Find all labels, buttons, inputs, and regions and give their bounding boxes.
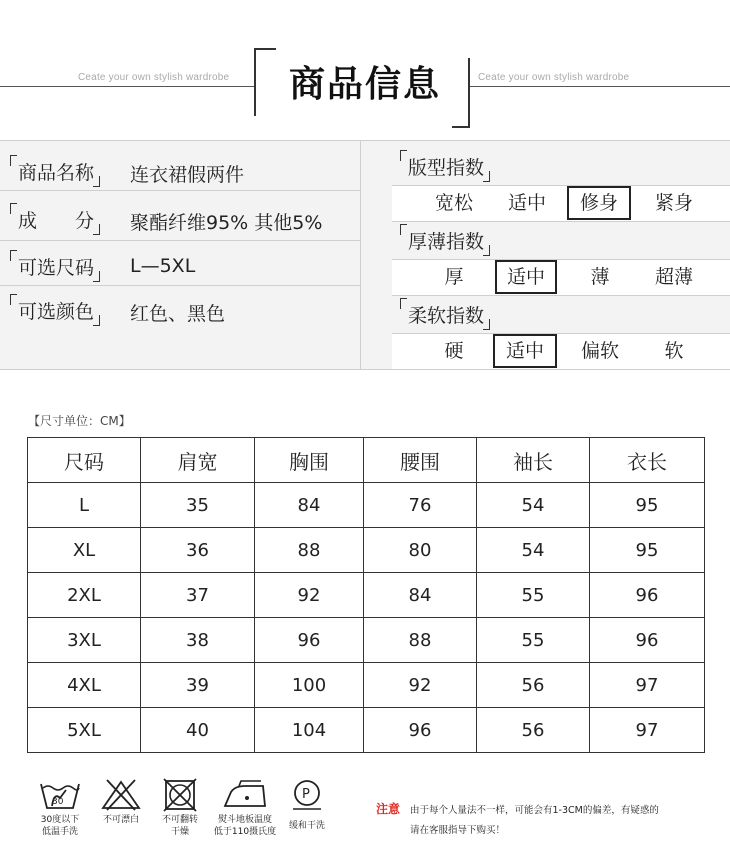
- table-cell: 35: [141, 483, 255, 528]
- column-header: 袖长: [477, 438, 590, 483]
- no-tumble-dry-icon: [158, 778, 202, 812]
- product-info-panel: [0, 140, 730, 370]
- info-divider: [360, 141, 361, 369]
- column-header: 尺码: [28, 438, 141, 483]
- colors-value: 红色、黑色: [130, 303, 226, 325]
- care-item-dry-clean: [272, 778, 342, 832]
- table-cell: 84: [364, 573, 477, 618]
- fit-option-selected: 修身: [567, 186, 631, 220]
- care-label: 缓和干洗: [288, 821, 325, 831]
- header-rule-left: [0, 86, 254, 87]
- table-cell: 104: [255, 708, 364, 753]
- table-cell: 38: [141, 618, 255, 663]
- table-cell: 96: [590, 618, 705, 663]
- table-cell: 97: [590, 663, 705, 708]
- fit-option: 适中: [507, 192, 546, 214]
- table-cell: 2XL: [28, 573, 141, 618]
- product-name-label: 商品名称: [10, 158, 94, 185]
- table-cell: 4XL: [28, 663, 141, 708]
- column-header: 腰围: [364, 438, 477, 483]
- column-header: 衣长: [590, 438, 705, 483]
- care-label: 不可翻转 干燥: [161, 815, 198, 837]
- wash-temp-mark: 30: [52, 797, 64, 807]
- table-cell: 76: [364, 483, 477, 528]
- care-item-no-tumble-dry: [145, 778, 215, 838]
- table-cell: 97: [590, 708, 705, 753]
- table-row: [28, 483, 705, 528]
- softness-option: 偏软: [580, 340, 619, 362]
- column-header: 肩宽: [141, 438, 255, 483]
- table-cell: 54: [477, 528, 590, 573]
- tagline-left: Ceate your own stylish wardrobe: [78, 72, 230, 83]
- thickness-index-label: 厚薄指数: [400, 227, 484, 254]
- row-divider: [0, 285, 360, 286]
- table-cell: 96: [255, 618, 364, 663]
- softness-index-label: 柔软指数: [400, 301, 484, 328]
- table-cell: 36: [141, 528, 255, 573]
- size-table: [27, 437, 705, 753]
- table-cell: 56: [477, 663, 590, 708]
- table-cell: 88: [364, 618, 477, 663]
- care-label: 不可漂白: [102, 815, 139, 825]
- wash-30-icon: [38, 778, 82, 812]
- table-cell: 100: [255, 663, 364, 708]
- table-cell: 56: [477, 708, 590, 753]
- product-name-value: 连衣裙假两件: [130, 164, 245, 186]
- table-cell: 88: [255, 528, 364, 573]
- size-unit-note: 【尺寸单位：CM】: [28, 414, 131, 428]
- table-cell: 96: [590, 573, 705, 618]
- no-bleach-icon: [99, 778, 143, 812]
- row-divider: [392, 221, 730, 222]
- dry-clean-p-icon: [285, 778, 329, 812]
- row-divider: [0, 190, 360, 191]
- row-divider: [392, 295, 730, 296]
- row-divider: [392, 185, 730, 186]
- table-cell: 95: [590, 528, 705, 573]
- softness-option: 软: [664, 340, 684, 362]
- thickness-option: 厚: [444, 266, 464, 288]
- column-header: 胸围: [255, 438, 364, 483]
- note-line: 由于每个人量法不一样，可能会有1-3CM的偏差，有疑惑的: [410, 805, 659, 816]
- thickness-option-selected: 适中: [495, 260, 557, 294]
- table-cell: L: [28, 483, 141, 528]
- tagline-right: Ceate your own stylish wardrobe: [478, 72, 630, 83]
- table-cell: 84: [255, 483, 364, 528]
- sizes-value: L—5XL: [130, 255, 196, 277]
- care-label: 熨斗地板温度 低于110摄氏度: [213, 815, 277, 837]
- note-line: 请在客服指导下购买！: [410, 825, 506, 836]
- table-row: [28, 618, 705, 663]
- fit-index-label: 版型指数: [400, 153, 484, 180]
- table-cell: 5XL: [28, 708, 141, 753]
- header-rule-right: [468, 86, 730, 87]
- fit-option: 宽松: [434, 192, 473, 214]
- row-divider: [0, 240, 360, 241]
- dry-clean-mark: P: [302, 787, 310, 802]
- care-label: 30度以下 低温手洗: [40, 815, 80, 837]
- table-cell: 37: [141, 573, 255, 618]
- table-cell: 80: [364, 528, 477, 573]
- row-divider: [392, 333, 730, 334]
- table-cell: 40: [141, 708, 255, 753]
- table-cell: 55: [477, 573, 590, 618]
- softness-option: 硬: [444, 340, 464, 362]
- sizes-label: 可选尺码: [10, 253, 94, 280]
- row-divider: [392, 259, 730, 260]
- table-header-row: [28, 438, 705, 483]
- colors-label: 可选颜色: [10, 297, 94, 324]
- iron-low-icon: [221, 778, 269, 812]
- table-cell: 55: [477, 618, 590, 663]
- table-cell: 3XL: [28, 618, 141, 663]
- material-value: 聚酯纤维95% 其他5%: [130, 212, 323, 234]
- page-title: 商品信息: [288, 64, 441, 105]
- note-title: 注意: [376, 802, 401, 816]
- table-cell: 39: [141, 663, 255, 708]
- material-label: 成 分: [10, 206, 94, 233]
- table-cell: 92: [364, 663, 477, 708]
- table-cell: 96: [364, 708, 477, 753]
- softness-option-selected: 适中: [493, 334, 557, 368]
- thickness-option: 超薄: [654, 266, 693, 288]
- fit-option: 紧身: [654, 192, 693, 214]
- table-cell: 95: [590, 483, 705, 528]
- table-row: [28, 708, 705, 753]
- care-item-hand-wash: [25, 778, 95, 838]
- table-row: [28, 663, 705, 708]
- table-cell: 92: [255, 573, 364, 618]
- table-row: [28, 573, 705, 618]
- table-cell: XL: [28, 528, 141, 573]
- table-row: [28, 528, 705, 573]
- table-cell: 54: [477, 483, 590, 528]
- thickness-option: 薄: [590, 266, 610, 288]
